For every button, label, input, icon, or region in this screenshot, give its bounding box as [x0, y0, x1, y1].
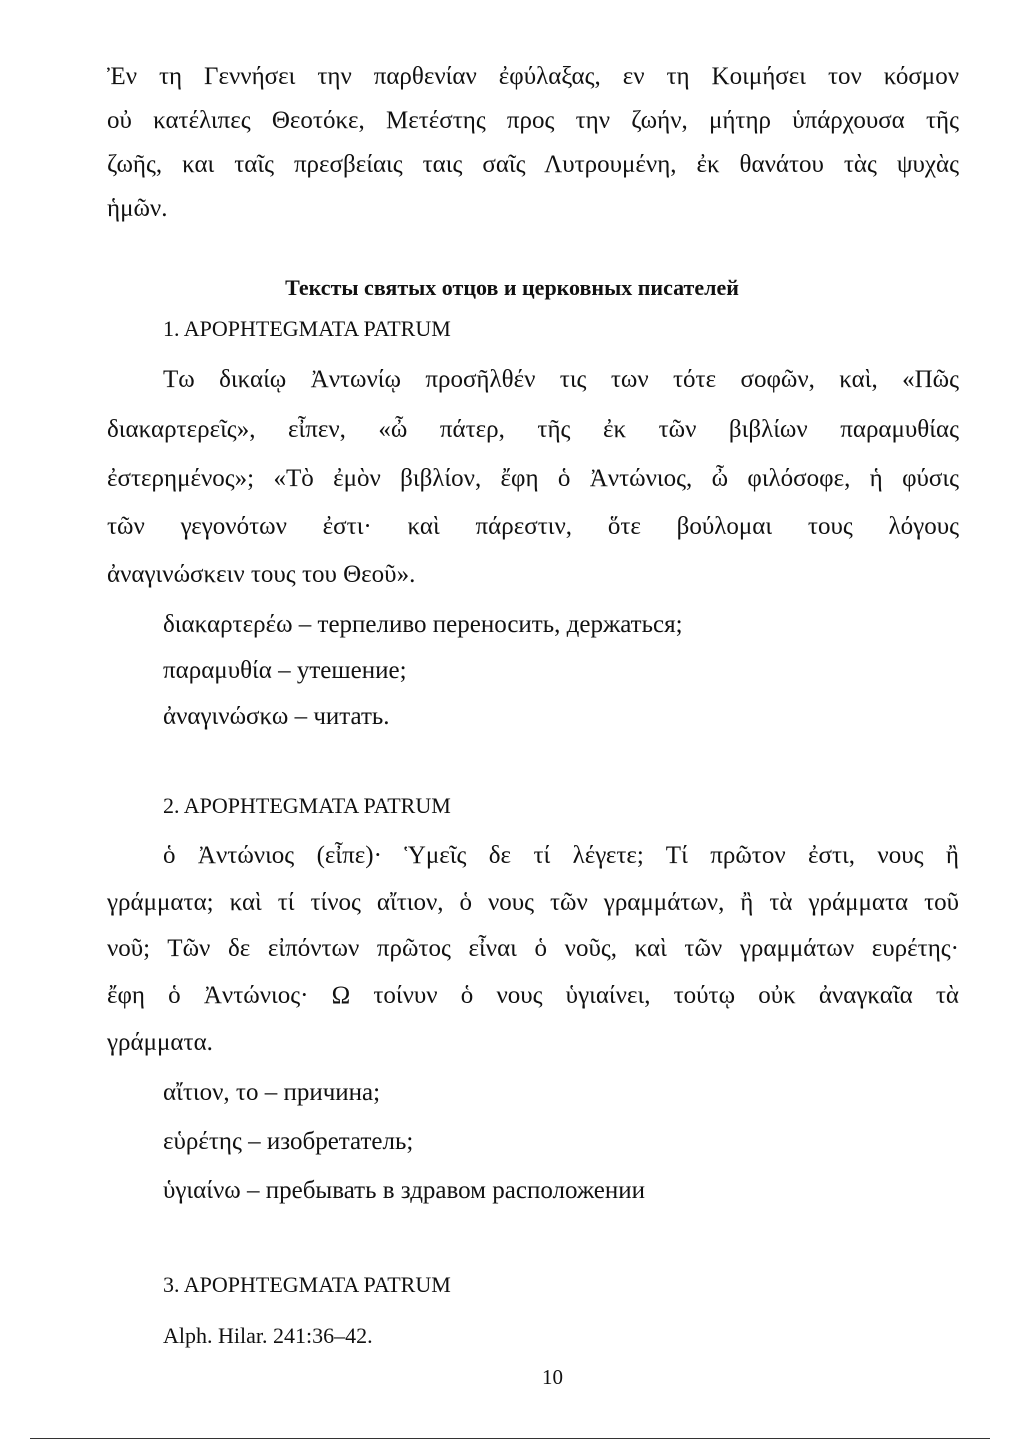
hymn-line: οὐ κατέλιπες Θεοτόκε, Μετέστης προς την ζωήν, μήτηρ ὑπάρχουσα τῆς [107, 107, 959, 134]
section-heading: Тексты святых отцов и церковных писателей [285, 275, 739, 300]
section-2-text-line: ὁ Ἀντώνιος (εἶπε)· Ὑμεῖς δε τί λέγετε; Τί πρῶτον ἐστι, νους ἢ [163, 842, 959, 869]
glossary-entry: αἴτιον, το – причина; [163, 1079, 381, 1106]
glossary-entry: παραμυθία – утешение; [163, 657, 407, 684]
glossary-entry: ὑγιαίνω – пребывать в здравом расположении [163, 1177, 646, 1204]
section-2-text-line: γράμματα; καὶ τί τίνος αἴτιον, ὁ νους τῶν γραμμάτων, ἢ τὰ γράμματα τοῦ [107, 889, 959, 916]
section-1-text-line: Τω δικαίῳ Ἀντωνίῳ προσῆλθέν τις των τότε σοφῶν, καὶ, «Πῶς [163, 366, 959, 393]
hymn-line: Ἐν τη Γεννήσει την παρθενίαν ἐφύλαξας, εν τη Κοιμήσει τον κόσμον [107, 63, 959, 90]
section-1-text-line: ἐστερημένος»; «Τὸ ἐμὸν βιβλίον, ἔφη ὁ Ἀντώνιος, ὦ φιλόσοφε, ἡ φύσις [107, 465, 959, 492]
section-3-reference: Alph. Hilar. 241:36–42. [163, 1323, 373, 1348]
section-2-text-line: γράμματα. [107, 1029, 213, 1056]
section-2-text-line: ἔφη ὁ Ἀντώνιος· Ω τοίνυν ὁ νους ὑγιαίνει, τούτῳ οὐκ ἀναγκαῖα τὰ [107, 982, 959, 1009]
hymn-line: ἡμῶν. [107, 195, 168, 222]
glossary-entry: διακαρτερέω – терпеливо переносить, держаться; [163, 611, 683, 638]
page-number: 10 [542, 1365, 563, 1389]
section-1-text-line: διακαρτερεῖς», εἶπεν, «ὦ πάτερ, τῆς ἐκ τῶν βιβλίων παραμυθίας [107, 416, 959, 443]
section-1-title: 1. APOPHTEGMATA PATRUM [163, 316, 451, 341]
section-1-text-line: τῶν γεγονότων ἐστι· καὶ πάρεστιν, ὅτε βούλομαι τους λόγους [107, 513, 959, 540]
glossary-entry: εὑρέτης – изобретатель; [163, 1128, 414, 1155]
glossary-entry: ἀναγινώσκω – читать. [163, 703, 390, 730]
section-3-title: 3. APOPHTEGMATA PATRUM [163, 1272, 451, 1297]
section-2-title: 2. APOPHTEGMATA PATRUM [163, 793, 451, 818]
section-2-text-line: νοῦ; Τῶν δε εἰπόντων πρῶτος εἶναι ὁ νοῦς, καὶ τῶν γραμμάτων ευρέτης· [107, 935, 959, 962]
section-1-text-line: ἀναγινώσκειν τους του Θεοῦ». [107, 561, 416, 588]
bottom-rule [30, 1438, 990, 1439]
hymn-line: ζωῆς, και ταῖς πρεσβείαις ταις σαῖς Λυτρουμένη, ἐκ θανάτου τὰς ψυχὰς [107, 151, 959, 178]
